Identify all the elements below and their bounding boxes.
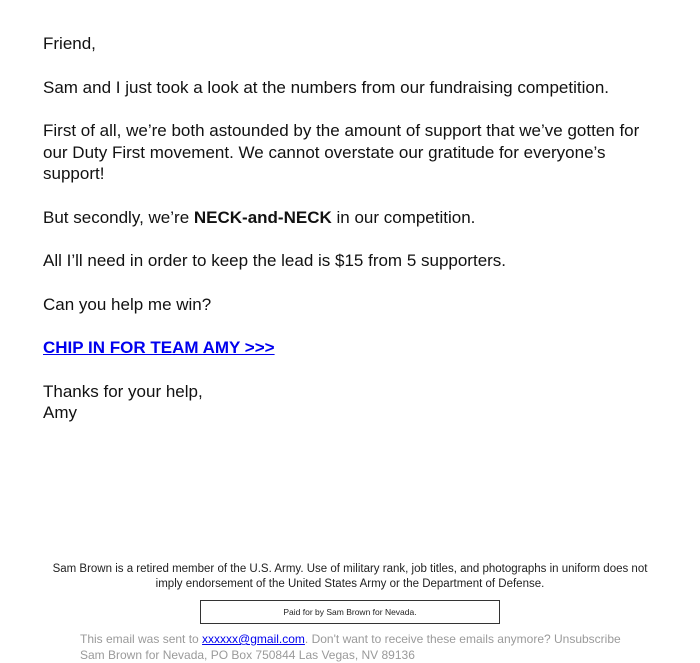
signoff: Thanks for your help, <box>43 381 203 401</box>
recipient-email-link[interactable]: xxxxxx@gmail.com <box>202 632 305 646</box>
cta-paragraph <box>43 337 663 359</box>
paid-for-box: Paid for by Sam Brown for Nevada. <box>200 600 500 624</box>
greeting: Friend, <box>43 34 96 53</box>
paragraph-numbers: Sam and I just took a look at the numbers from our fundraising competition. <box>43 77 610 97</box>
military-disclaimer: Sam Brown is a retired member of the U.S. Army. Use of military rank, job titles, and photographs in uniform does not imply endorsement of the United States Army or the Department of Defense. <box>52 563 648 590</box>
sent-to-text: This email was sent to <box>80 632 203 646</box>
competition-text-start: But secondly, we’re <box>43 207 194 227</box>
signoff-block <box>43 381 663 424</box>
paragraph-question: Can you help me win? <box>43 294 212 314</box>
unsubscribe-text[interactable]: . Don't want to receive these emails anymore? Unsubscribe <box>304 632 621 646</box>
mailing-address: Sam Brown for Nevada, PO Box 750844 Las Vegas, NV 89136 <box>80 648 415 662</box>
paragraph-competition <box>43 207 663 229</box>
chip-in-link[interactable]: CHIP IN FOR TEAM AMY >>> <box>43 338 275 357</box>
email-body <box>43 33 663 424</box>
unsubscribe-footer <box>80 631 621 663</box>
signature: Amy <box>43 403 77 422</box>
competition-text-end: in our competition. <box>331 207 476 227</box>
paragraph-gratitude: First of all, we’re both astounded by the amount of support that we’ve gotten for our Duty First movement. We cannot overstate our gratitude for everyone’s support! <box>43 121 640 183</box>
neck-and-neck-emphasis: NECK-and-NECK <box>193 207 332 227</box>
paragraph-ask: All I’ll need in order to keep the lead is $15 from 5 supporters. <box>43 251 507 270</box>
